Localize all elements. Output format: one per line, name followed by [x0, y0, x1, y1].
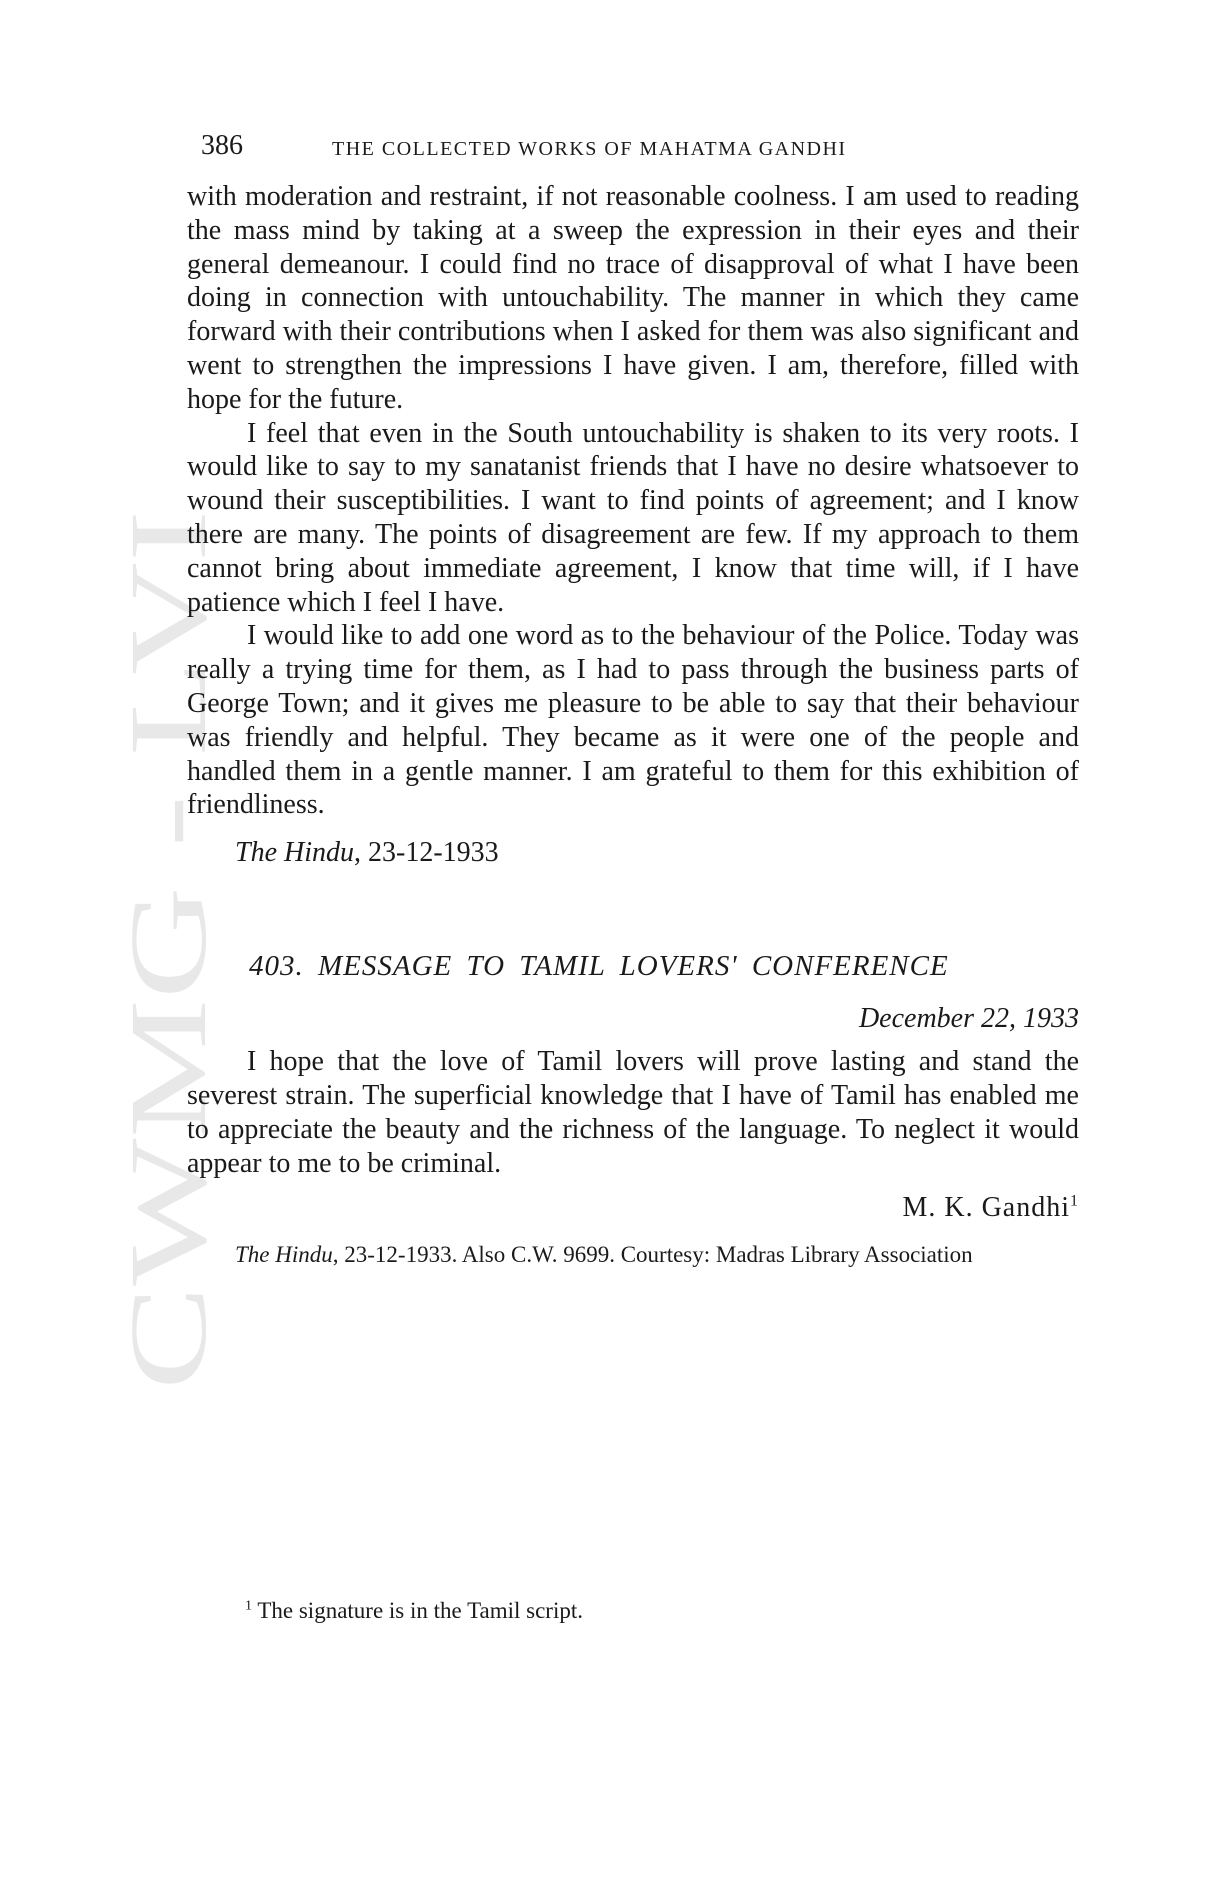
running-title: THE COLLECTED WORKS OF MAHATMA GANDHI [332, 138, 847, 160]
source-citation-1 [235, 836, 1079, 870]
page-content [187, 130, 1079, 1272]
signature-footnote-marker: 1 [1070, 1193, 1079, 1210]
body-paragraph-3: I would like to add one word as to the behaviour of the Police. Today was really a trying time for them, as I had to pass through the business parts of George Town; and it gives me pleasure to be able to say that their behaviour was friendly and helpful. They became as it were one of the people and handled them in a gentle manner. I am grateful to them for this exhibition of friendliness. [187, 620, 1079, 821]
body-paragraph-2: I feel that even in the South untouchability is shaken to its very roots. I would like to say to my sanatanist friends that I have no desire whatsoever to wound their susceptibilities. I want to find points of agreement; and I know there are many. The points of disagreement are few. If my approach to them cannot bring about immediate agreement, I know that time will, if I have patience which I feel I have. [187, 417, 1079, 618]
article-title: 403. MESSAGE TO TAMIL LOVERS' CONFERENCE [249, 950, 949, 983]
source-citation-2 [187, 1238, 1079, 1272]
source-publication-1: The Hindu [235, 837, 354, 869]
article-date: December 22, 1933 [858, 1003, 1079, 1035]
running-head [187, 130, 1079, 170]
signature-name: M. K. Gandhi [902, 1192, 1070, 1224]
body-paragraph-1: with moderation and restraint, if not reasonable coolness. I am used to reading the mass mind by taking at a sweep the expression in their eyes and their general demeanour. I could find no trace of disapproval of what I have been doing in connection with untouchability. The manner in which they came forward with their contributions when I asked for them was also significant and went to strengthen the impressions I have given. I am, therefore, filled with hope for the future. [187, 181, 1079, 415]
signature [187, 1192, 1079, 1224]
source-details-2: , 23-12-1933. Also C.W. 9699. Courtesy: Madras Library Association [332, 1242, 973, 1268]
source-details-1: , 23-12-1933 [354, 837, 499, 869]
article-paragraph: I hope that the love of Tamil lovers will prove lasting and stand the severest strain. The superficial knowledge that I have of Tamil has enabled me to appreciate the beauty and the richness of the language. To neglect it would appear to me to be criminal. [187, 1046, 1079, 1179]
footnote [245, 1598, 583, 1624]
source-publication-2: The Hindu [235, 1242, 333, 1268]
footnote-marker: 1 [245, 1598, 252, 1614]
footnote-text: The signature is in the Tamil script. [257, 1598, 583, 1623]
watermark-text: CWMG LVI [118, 770, 218, 1390]
page-number: 386 [201, 130, 243, 161]
